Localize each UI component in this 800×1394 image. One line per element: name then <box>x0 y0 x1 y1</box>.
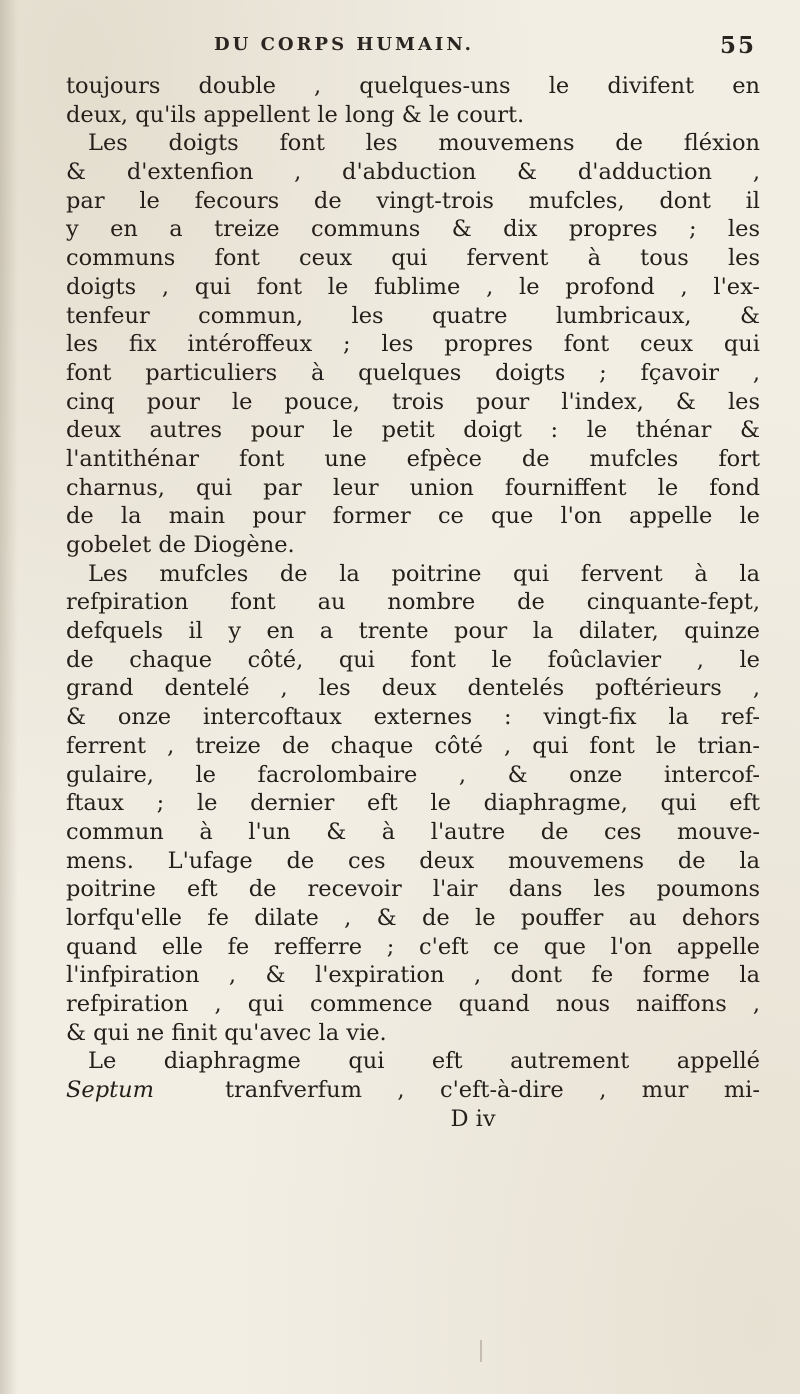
text-line: deux, qu'ils appellent le long & le court. <box>66 101 525 128</box>
text-line: cinq pour le pouce, trois pour l'index, & les <box>66 388 760 415</box>
text-line: mens. L'ufage de ces deux mouvemens de la <box>66 847 760 874</box>
text-line: & onze intercoftaux externes : vingt-fix la ref- <box>66 704 760 731</box>
text-line-italic-start <box>66 1076 760 1105</box>
text-line: refpiration font au nombre de cinquante-fept, <box>66 589 760 616</box>
text-line: lorfqu'elle fe dilate , & de le pouffer au dehors <box>66 904 760 931</box>
text-line: font particuliers à quelques doigts ; fçavoir , <box>66 359 760 386</box>
text-line: deux autres pour le petit doigt : le thénar & <box>66 417 760 444</box>
text-line: par le fecours de vingt-trois mufcles, dont il <box>66 187 760 214</box>
text-line: poitrine eft de recevoir l'air dans les poumons <box>66 876 760 903</box>
text-line: doigts , qui font le fublime , le profond , l'ex- <box>66 273 760 300</box>
paper-speck <box>480 1340 482 1362</box>
text-line: & qui ne finit qu'avec la vie. <box>66 1019 387 1046</box>
text-line: de chaque côté, qui font le foûclavier , le <box>66 646 760 673</box>
text-line: ferrent , treize de chaque côté , qui font le trian- <box>66 732 760 759</box>
page-gutter-shadow <box>0 0 18 1394</box>
text-line: l'antithénar font une efpèce de mufcles fort <box>66 445 760 472</box>
text-line: & d'extenfion , d'abduction & d'adduction , <box>66 159 760 186</box>
text-line: tenfeur commun, les quatre lumbricaux, & <box>66 302 760 329</box>
text-line: gulaire, le facrolombaire , & onze intercof- <box>66 761 760 788</box>
text-line: defquels il y en a trente pour la dilater, quinze <box>66 618 760 645</box>
body-text <box>66 72 760 1133</box>
text-line: tranfverfum , c'eft-à-dire , mur mi- <box>224 1077 760 1104</box>
text-line: refpiration , qui commence quand nous naiffons , <box>66 991 760 1017</box>
text-line: les fix intéroffeux ; les propres font ceux qui <box>66 331 760 358</box>
text-line: de la main pour former ce que l'on appelle le <box>66 503 760 530</box>
italic-term: Septum <box>66 1077 155 1104</box>
text-line: y en a treize communs & dix propres ; les <box>66 216 760 243</box>
text-line: gobelet de Diogène. <box>66 532 295 558</box>
text-line: ftaux ; le dernier eft le diaphragme, qui eft <box>66 790 760 817</box>
text-line: l'infpiration , & l'expiration , dont fe forme la <box>66 962 760 989</box>
text-line: charnus, qui par leur union fourniffent le fond <box>66 474 760 501</box>
running-head: DU CORPS HUMAIN. <box>214 34 474 55</box>
text-line: communs font ceux qui fervent à tous les <box>66 245 760 272</box>
text-line: Le diaphragme qui eft autrement appellé <box>88 1048 760 1075</box>
text-line: quand elle fe refferre ; c'eft ce que l'on appelle <box>66 933 760 960</box>
page-header <box>66 34 760 68</box>
page-number: 55 <box>719 32 756 59</box>
text-line: Les doigts font les mouvemens de fléxion <box>88 130 760 157</box>
text-line: toujours double , quelques-uns le divifent en <box>66 73 760 99</box>
printer-signature: D iv <box>450 1105 496 1132</box>
text-line: Les mufcles de la poitrine qui fervent à la <box>88 560 760 587</box>
text-line: grand dentelé , les deux dentelés poftérieurs , <box>66 675 760 702</box>
text-line: commun à l'un & à l'autre de ces mouve- <box>66 818 760 845</box>
